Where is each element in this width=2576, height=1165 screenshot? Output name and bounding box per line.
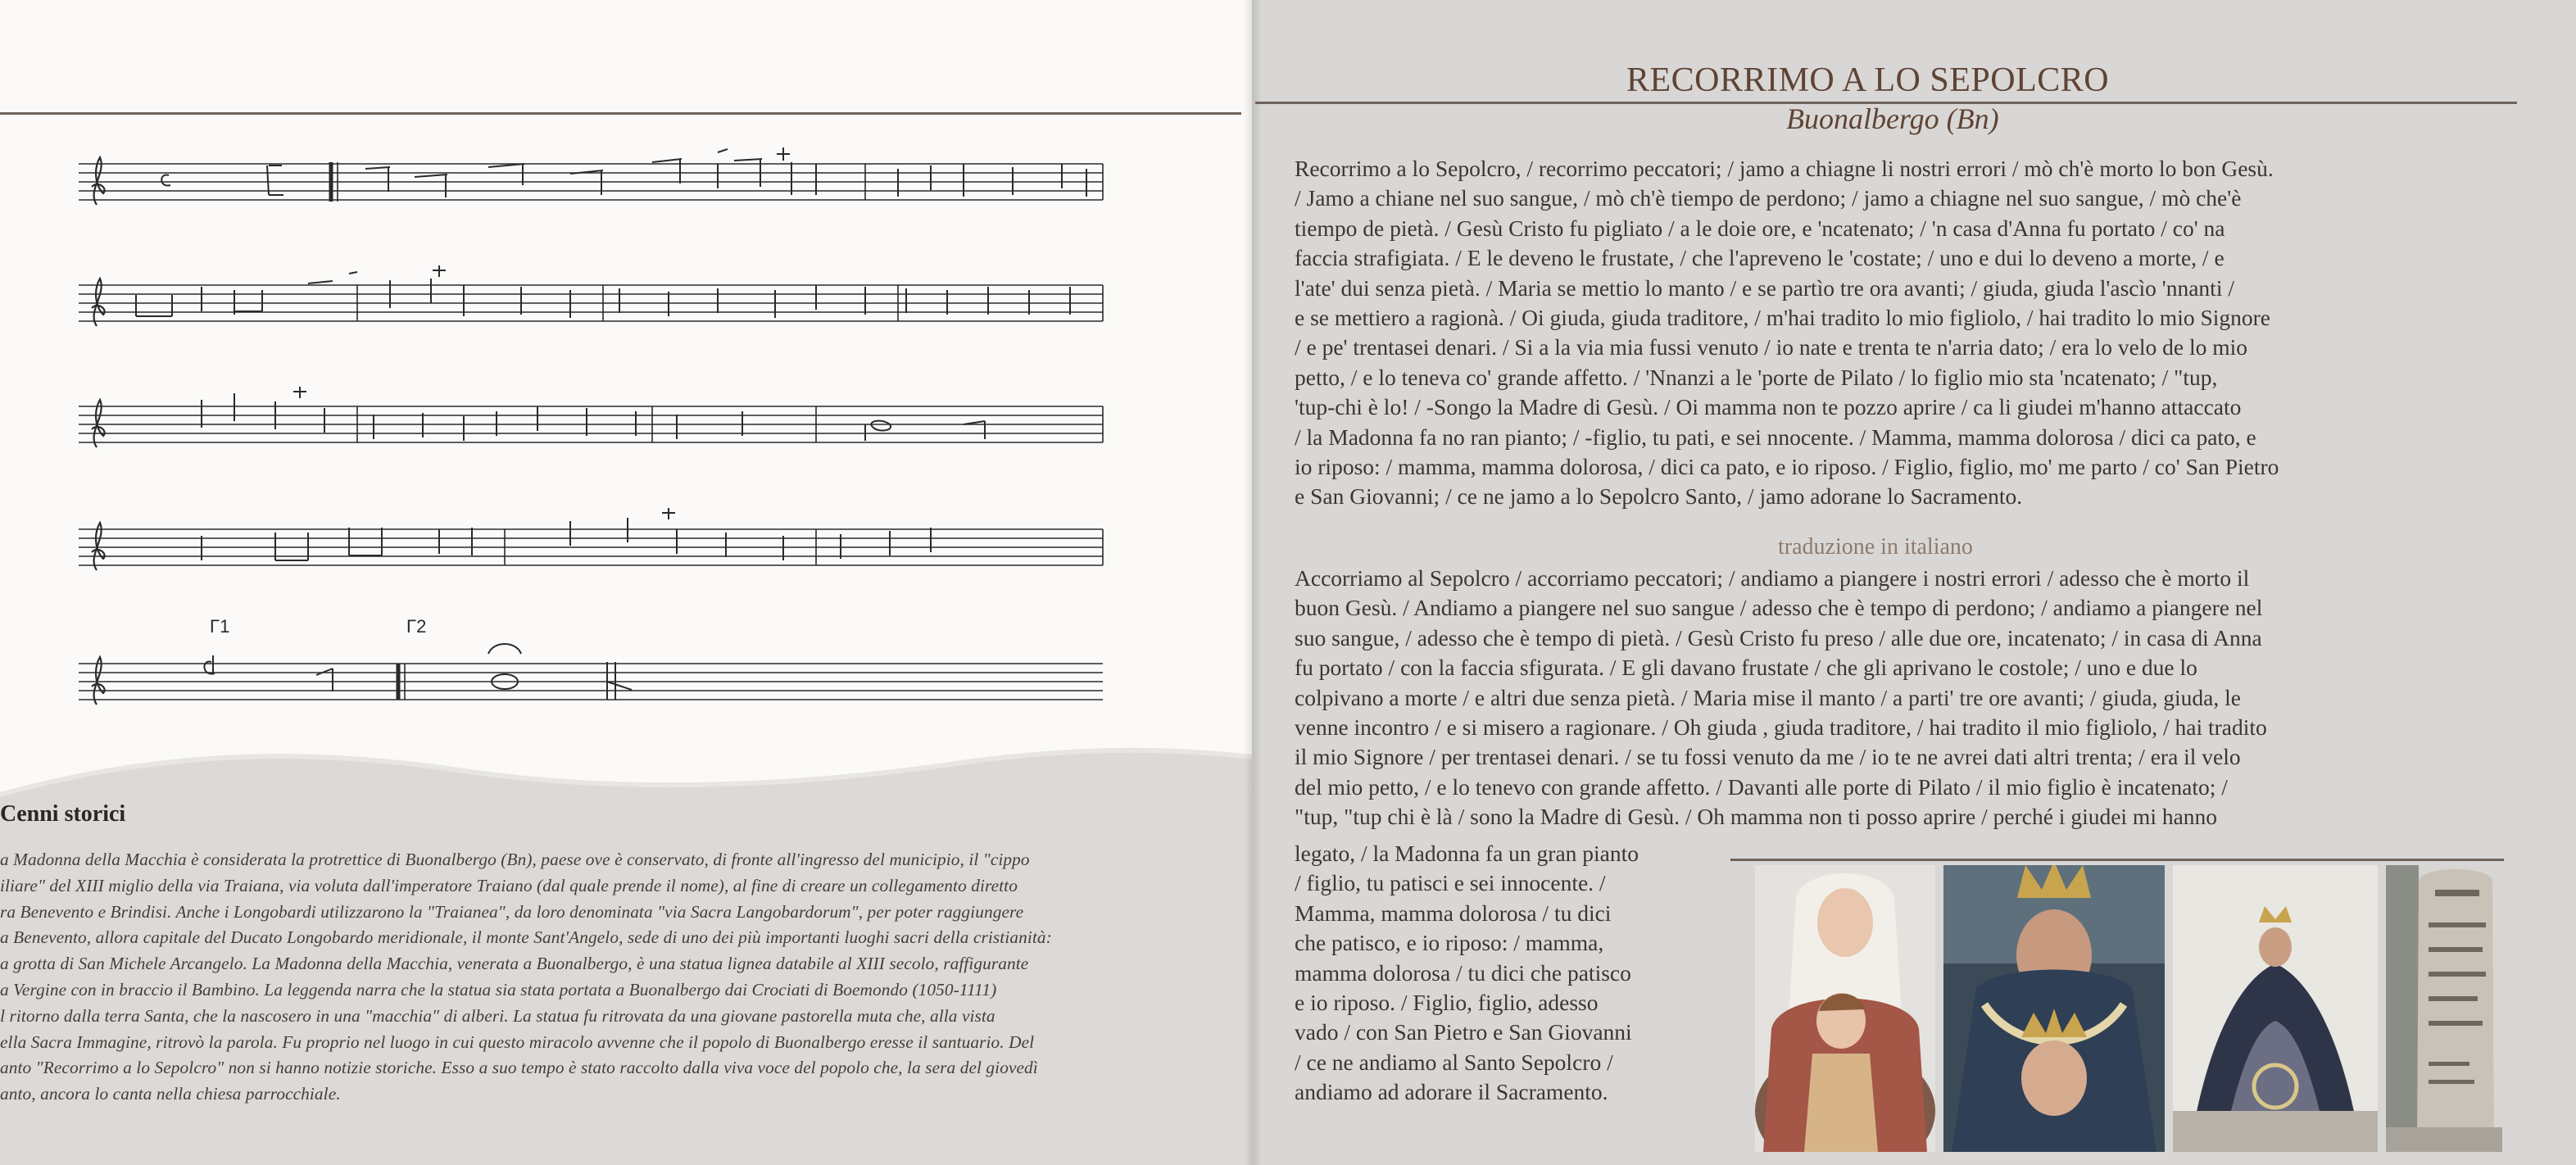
staff-4	[79, 523, 1107, 572]
staff-5	[79, 616, 1107, 690]
staff-1	[79, 157, 1107, 206]
translation-text-continued: legato, / la Madonna fa un gran pianto / figlio, tu patisci e sei innocente. / Mamma, mamma dolorosa / tu dici che patisco, e io riposo: / mamma, mamma dolorosa / tu dici che patisco e io riposo. / Figlio, figlio, adesso vado / con San Pietro e San Giovanni / ce ne andiamo al Santo Sepolcro / andiamo ad adorare il Sacramento.	[1295, 841, 1639, 1105]
left-page	[0, 0, 1252, 1165]
photo-wooden-statue	[1755, 865, 1935, 1152]
volta-2-label: Γ2	[406, 616, 427, 637]
header-rule-left	[0, 112, 1241, 115]
photo-dressed-statue	[2173, 865, 2378, 1152]
history-text: a Madonna della Macchia è considerata la protrettice di Buonalbergo (Bn), paese ove è conservato, di fronte all'ingresso del municipio, il "cippo iliare" del XIII miglio della via Traiana, via voluta dall'imperatore Traiano (dal quale prende il nome), al fine di creare un collegamento diretto ra Benevento e Brindisi. Anche i Longobardi utilizzarono la "Traianea", da loro denominata "via Sacra Langobardorum", per poter raggiungere a Benevento, allora capitale del Ducato Longobardo meridionale, il monte Sant'Angelo, sede di uno dei più importanti luoghi sacri della cristianità: a grotta di San Michele Arcangelo. La Madonna della Macchia, venerata a Buonalbergo, è una statua lignea databile al XIII secolo, raffigurante a Vergine con in braccio il Bambino. La leggenda narra che la statua sia stata portata a Buonalbergo dai Crociati di Boemondo (1050-1111) l ritorno dalla terra Santa, che la nascosero in una "macchia" di alberi. La statua fu ritrovata da una giovane pastorella muta che, alla vista ella Sacra Immagine, ritrovò la parola. Fu proprio nel luogo in cui questo miracolo avvenne che il popolo di Buonalbergo eresse il santuario. Del anto "Recorrimo a lo Sepolcro" non si hanno notizie storiche. Esso a suo tempo è stato raccolto dalla viva voce del popolo che, la sera del giovedì anto, ancora lo canta nella chiesa parrocchiale.	[0, 850, 1052, 1104]
translation-text: Accorriamo al Sepolcro / accorriamo peccatori; / andiamo a piangere i nostri errori / adesso che è morto il buon Gesù. / Andiamo a piangere nel suo sangue / adesso che è tempo di perdono; / andiamo a piangere nel suo sangue, / adesso che è tempo di pietà. / Gesù Cristo fu preso / alle due ore, incatenato; / in casa di Anna fu portato / con la faccia sfigurata. / E gli davano frustate / che gli aprivano le costole; / uno e due lo colpivano a morte / e altri due senza pietà. / Maria mise il manto / a parti' tre ore avanti; / giuda, giuda, le venne incontro / e si misero a ragionare. / Oh giuda , giuda traditore, / hai tradito il mio figliolo, / hai tradito il mio Signore / per trentasei denari. / se tu fossi venuto da me / io te ne avrei dati altri trenta; / era il velo del mio petto, / e lo tenevo con grande affetto. / Davanti alle porte di Pilato / il mio figlio è incatenato; / "tup, "tup chi è là / sono la Madre di Gesù. / Oh mamma non ti posso aprire / perché i giudei mi hanno	[1295, 565, 2267, 830]
song-title: RECORRIMO A LO SEPOLCRO	[1626, 61, 2110, 99]
photo-rule	[1730, 859, 2504, 861]
photo-milestone	[2386, 865, 2502, 1152]
song-lyrics: Recorrimo a lo Sepolcro, / recorrimo peccatori; / jamo a chiagne li nostri errori / mò ch'è morto lo bon Gesù. / Jamo a chiane nel suo sangue, / mò ch'è tiempo de perdono; / jamo a chiagne nel suo sangue, / mò che'è tiempo de pietà. / Gesù Cristo fu pigliato / a le doie ore, e 'ncatenato; / 'n casa d'Anna fu portato / co' na faccia strafigiata. / E le deveno le frustate, / che l'apreveno le 'costate; / uno e dui lo deveno a morte, / e l'ate' dui senza pietà. / Maria se mettio lo manto / e se partìo tre ora avanti; / giuda, giuda l'ascìo 'nnanti / e se mettiero a ragionà. / Oi giuda, giuda traditore, / m'hai tradito lo mio figliolo, / hai tradito lo mio Signore / e pe' trentasei denari. / Si a la via mia fussi venuto / io nate e trenta te n'arria dato; / era lo velo de lo mio petto, / e lo teneva co' grande affetto. / 'Nnanzi a le 'porte de Pilato / lo figlio mio sta 'ncatenato; / "tup, 'tup-chi è lo! / -Songo la Madre di Gesù. / Oi mamma non te pozzo aprire / ca li giudei m'hanno attaccato / la Madonna fa no ran pianto; / -figlio, tu pati, e sei nnocente. / Mamma, mamma dolorosa / dici ca pato, e io riposo: / mamma, mamma dolorosa, / dici ca pato, e io riposo. / Figlio, figlio, mo' me parto / co' San Pietro e San Giovanni; / ce ne jamo a lo Sepolcro Santo, / jamo adorane lo Sacramento.	[1295, 156, 2279, 510]
song-location: Buonalbergo (Bn)	[1786, 102, 1999, 135]
photo-crowned-madonna	[1943, 865, 2165, 1152]
volta-1-label: Γ1	[210, 616, 230, 637]
translation-heading: traduzione in italiano	[1778, 534, 1973, 560]
photo-strip	[1755, 865, 2502, 1152]
history-title: Cenni storici	[0, 801, 126, 827]
staff-2	[79, 279, 1107, 328]
staff-3	[79, 400, 1107, 449]
